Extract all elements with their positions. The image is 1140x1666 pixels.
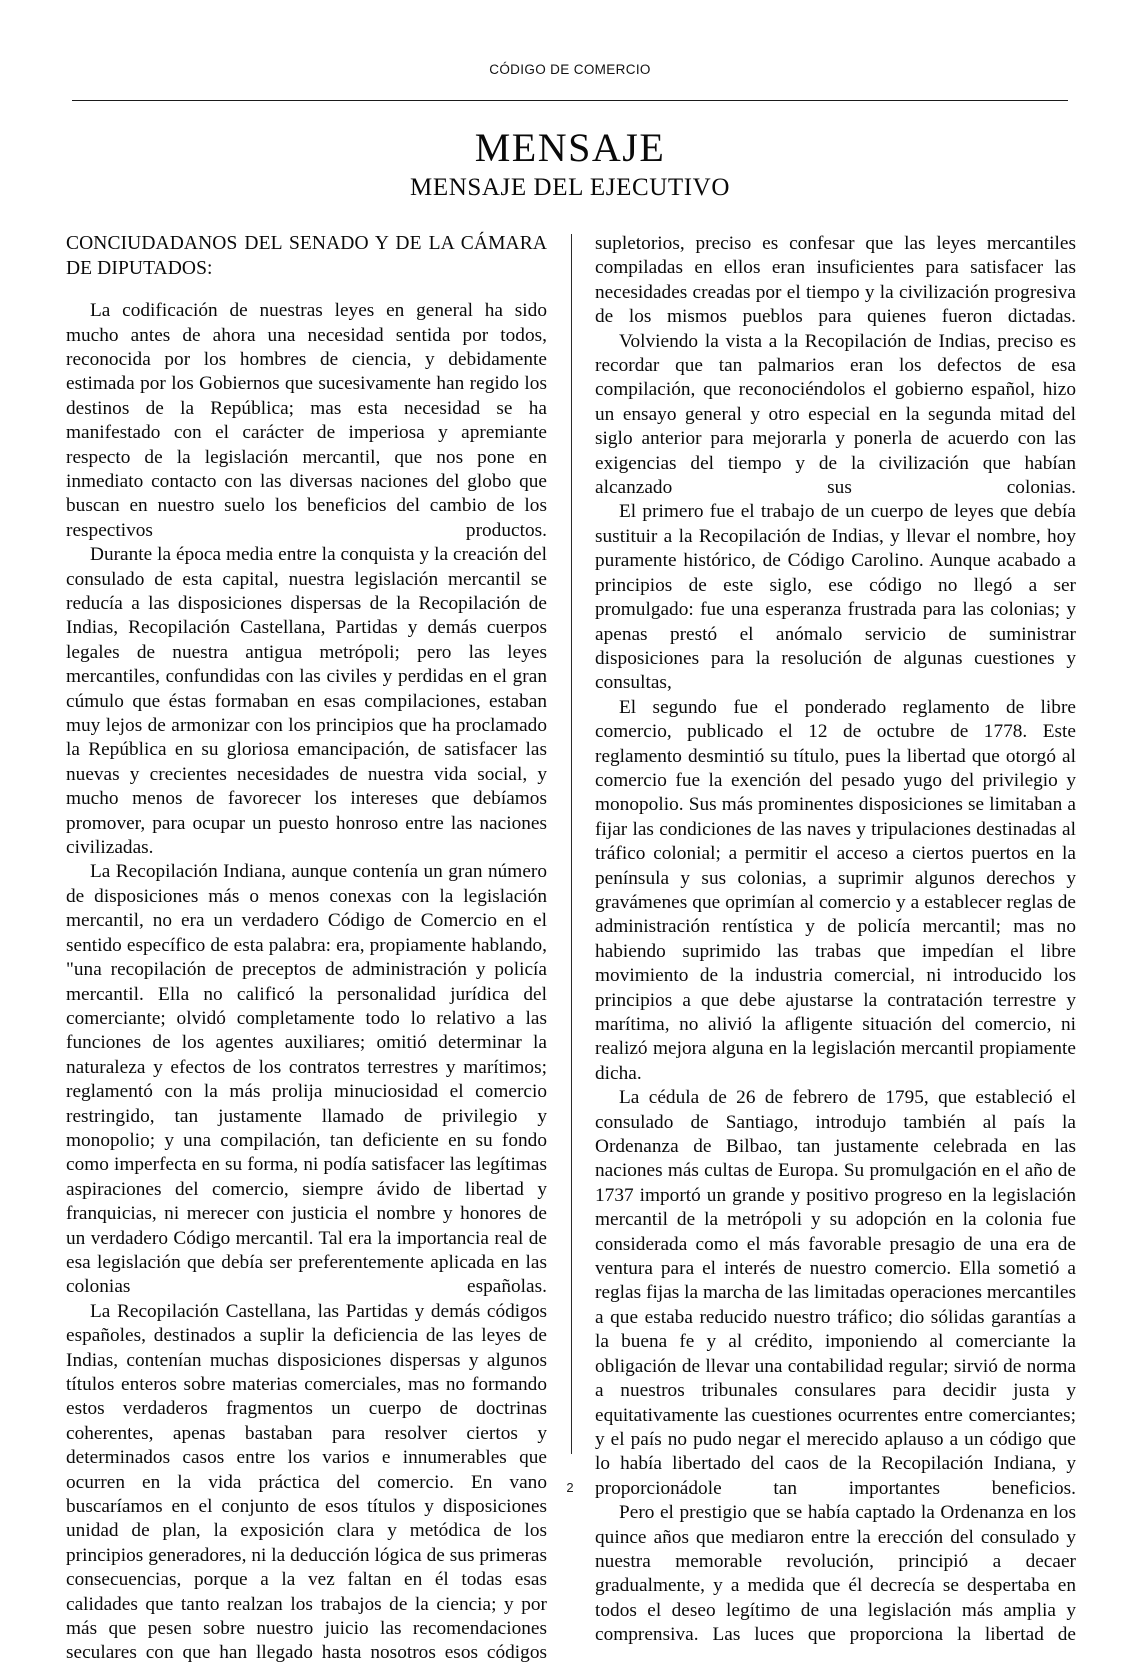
column-divider-rule <box>571 234 572 1454</box>
page-number: 2 <box>566 1480 574 1495</box>
header-divider-rule <box>72 100 1068 101</box>
paragraph: supletorios, preciso es confesar que las leyes mercantiles compiladas en ellos eran insuficientes para satisfacer las necesidades creadas por el tiempo y la civilización progresiva de los mismos pueblos para quienes fueron dictadas. <box>595 233 1076 328</box>
column-gutter <box>547 232 595 1462</box>
paragraph: Durante la época media entre la conquista y la creación del consulado de esta capital, nuestra legislación mercantil se reducía a las disposiciones dispersas de la Recopilación de Indias, Recopilación Castellana, Partidas y demás cuerpos legales de nuestra antigua metrópoli; pero las leyes mercantiles, confundidas con las civiles y perdidas en el gran cúmulo que éstas formaban en esas compilaciones, estaban muy lejos de armonizar con los principios que ha proclamado la República en su gloriosa emancipación, de satisfacer las nuevas y crecientes necesidades de nuestra vida social, y mucho menos de favorecer los intereses que debíamos promover, para ocupar un puesto honroso entre las naciones civilizadas. <box>66 544 547 859</box>
paragraph: El segundo fue el ponderado reglamento de libre comercio, publicado el 12 de octubre de 1778. Este reglamento desmintió su título, pues la libertad que otorgó al comercio fue la exención del pesado yugo del privilegio y monopolio. Sus más prominentes disposiciones se limitaban a fijar las condiciones de las naves y tripulaciones destinadas al tráfico colonial; a permitir el acceso a ciertos puertos en la península y sus colonias, a suprimir algunos derechos y gravámenes que oprimían al comercio y a establecer reglas de administración rentística y de policía mercantil; mas no habiendo suprimido las trabas que impedían el libre movimiento de la industria comercial, ni introducido los principios a que debe ajustarse la contratación terrestre y marítima, no alivió la afligente situación del comercio, ni realizó mejora alguna en la legislación mercantil propiamente dicha. <box>595 696 1076 1084</box>
right-column <box>595 232 1076 1646</box>
body-columns <box>66 232 1076 1664</box>
running-head: CÓDIGO DE COMERCIO <box>489 62 651 77</box>
title-block <box>72 125 1068 201</box>
page-title: MENSAJE <box>474 125 666 170</box>
paragraph: La codificación de nuestras leyes en general ha sido mucho antes de ahora una necesidad sentida por todos, reconocida por los hombres de ciencia, y debidamente estimada por los Gobiernos que sucesivamente han regido los destinos de la República; mas esta necesidad se ha manifestado con el carácter de imperiosa y apremiante respecto de la legislación mercantil, que nos pone en inmediato contacto con las diversas naciones del globo que buscan en nuestro suelo los beneficios del cambio de los respectivos productos. <box>66 300 547 541</box>
paragraph: La Recopilación Castellana, las Partidas y demás códigos españoles, destinados a suplir la deficiencia de las leyes de Indias, contenían muchas disposiciones dispersas y algunos títulos enteros sobre materias comerciales, mas no formando estos verdaderos fragmentos un cuerpo de doctrinas coherentes, apenas bastaban para resolver ciertos y determinados casos entre los varios e innumerables que ocurren en la vida práctica del comercio. En vano buscaríamos en el conjunto de esos títulos y disposiciones unidad de plan, la exposición clara y metódica de los principios generadores, ni la deducción lógica de sus primeras consecuencias, porque a la vez faltan en él todas esas calidades que tanto realzan los trabajos de la ciencia; y por más que pesen sobre nuestro juicio las recomendaciones seculares con que han llegado hasta nosotros esos códigos <box>66 1300 547 1664</box>
paragraph: La cédula de 26 de febrero de 1795, que estableció el consulado de Santiago, introdujo también al país la Ordenanza de Bilbao, tan justamente celebrada en las naciones más cultas de Europa. Su promulgación en el año de 1737 importó un grande y positivo progreso en la legislación mercantil de la metrópoli y su adopción en la colonia fue considerada como el más favorable presagio de una era de ventura para el interés de nuestro comercio. Ella sometió a reglas fijas la marcha de las limitadas operaciones mercantiles a que estaba reducido nuestro tráfico; dio sólidas garantías a la buena fe y al crédito, imponiendo al comerciante la obligación de llevar una contabilidad regular; sirvió de norma a nuestros tribunales consulares para decidir justa y equitativamente las cuestiones ocurrentes entre comerciantes; y el país no pudo negar el merecido aplauso a un código que lo había libertado del caos de la Recopilación Indiana, y proporcionádole tan importantes beneficios. <box>595 1087 1076 1499</box>
paragraph: Pero el prestigio que se había captado la Ordenanza en los quince años que mediaron entre la erección del consulado y nuestra memorable revolución, principió a decaer gradualmente, y a medida que él decrecía se despertaba en todos el deseo legítimo de una legislación más amplia y comprensiva. Las luces que proporciona la libertad de <box>595 1502 1076 1646</box>
left-column <box>66 232 547 1664</box>
paragraph: La Recopilación Indiana, aunque contenía un gran número de disposiciones más o menos conexas con la legislación mercantil, no era un verdadero Código de Comercio en el sentido específico de esta palabra: era, propiamente hablando, "una recopilación de preceptos de administración y policía mercantil. Ella no calificó la personalidad jurídica del comerciante; olvidó completamente todo lo relativo a las funciones de los agentes auxiliares; omitió determinar la naturaleza y efectos de los contratos terrestres y marítimos; reglamentó con la más prolija minuciosidad el comercio restringido, tan justamente llamado de privilegio y monopolio; y una compilación, tan deficiente en su fondo como imperfecta en su forma, ni podía satisfacer las legítimas aspiraciones del comercio, siempre ávido de libertad y franquicias, ni merecer con justicia el nombre y honores de un verdadero Código mercantil. Tal era la importancia real de esa legislación que debía ser preferentemente aplicada en las colonias españolas. <box>66 861 547 1298</box>
salutation-heading: CONCIUDADANOS DEL SENADO Y DE LA CÁMARA DE DIPUTADOS: <box>66 233 547 279</box>
page-subtitle: MENSAJE DEL EJECUTIVO <box>410 173 730 201</box>
paragraph: Volviendo la vista a la Recopilación de Indias, preciso es recordar que tan palmarios eran los defectos de esa compilación, que reconociéndolos el gobierno español, hizo un ensayo general y otro especial en la segunda mitad del siglo anterior para mejorarla y ponerla de acuerdo con las exigencias del tiempo y de la civilización que habían alcanzado sus colonias. <box>595 330 1076 499</box>
paragraph: El primero fue el trabajo de un cuerpo de leyes que debía sustituir a la Recopilación de Indias, y llevar el nombre, hoy puramente histórico, de Código Carolino. Aunque acabado a principios de este siglo, ese código no llegó a ser promulgado: fue una esperanza frustrada para las colonias; y apenas prestó el anómalo servicio de suministrar disposiciones para la resolución de algunas cuestiones y consultas, <box>595 501 1076 694</box>
